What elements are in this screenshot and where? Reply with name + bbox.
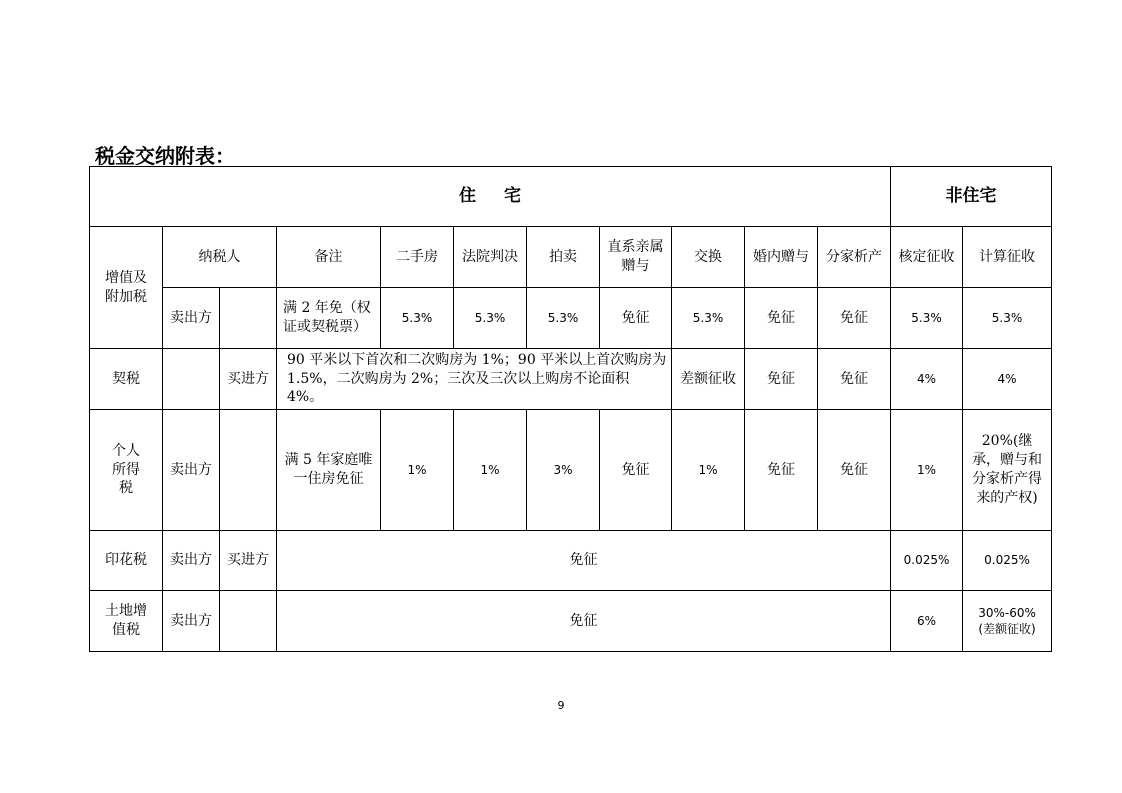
vat-marital-gift: 免征 bbox=[745, 288, 818, 349]
tax-name-income: 个人所得税 bbox=[90, 410, 163, 531]
stamp-calculated: 0.025% bbox=[963, 531, 1052, 591]
col-taxpayer: 纳税人 bbox=[163, 227, 277, 288]
col-marital-gift: 婚内赠与 bbox=[745, 227, 818, 288]
deed-exchange: 差额征收 bbox=[672, 349, 745, 410]
tax-name-land: 土地增值税 bbox=[90, 591, 163, 652]
vat-calculated: 5.3% bbox=[963, 288, 1052, 349]
deed-buyer: 买进方 bbox=[220, 349, 277, 410]
deed-assessed: 4% bbox=[891, 349, 963, 410]
col-auction: 拍卖 bbox=[527, 227, 600, 288]
land-seller: 卖出方 bbox=[163, 591, 220, 652]
land-buyer-empty bbox=[220, 591, 277, 652]
tax-name-vat: 增值及附加税 bbox=[90, 227, 163, 349]
col-relative-gift: 直系亲属赠与 bbox=[600, 227, 672, 288]
vat-seller: 卖出方 bbox=[163, 288, 220, 349]
non-residential-header: 非住宅 bbox=[891, 167, 1052, 227]
income-marital-gift: 免征 bbox=[745, 410, 818, 531]
income-relative-gift: 免征 bbox=[600, 410, 672, 531]
income-auction: 3% bbox=[527, 410, 600, 531]
page-number: 9 bbox=[557, 699, 565, 712]
vat-second-hand: 5.3% bbox=[381, 288, 454, 349]
stamp-buyer: 买进方 bbox=[220, 531, 277, 591]
tax-name-deed: 契税 bbox=[90, 349, 163, 410]
vat-note: 满 2 年免（权证或契税票） bbox=[277, 288, 381, 349]
col-division: 分家析产 bbox=[818, 227, 891, 288]
stamp-seller: 卖出方 bbox=[163, 531, 220, 591]
vat-buyer-empty bbox=[220, 288, 277, 349]
deed-seller-empty bbox=[163, 349, 220, 410]
income-court: 1% bbox=[454, 410, 527, 531]
vat-court: 5.3% bbox=[454, 288, 527, 349]
income-calculated: 20%(继承，赠与和分家析产得来的产权) bbox=[963, 410, 1052, 531]
col-court: 法院判决 bbox=[454, 227, 527, 288]
deed-note: 90 平米以下首次和二次购房为 1%；90 平米以上首次购房为 1.5%，二次购房为 2%；三次及三次以上购房不论面积 4%。 bbox=[277, 349, 672, 410]
income-note: 满 5 年家庭唯一住房免征 bbox=[277, 410, 381, 531]
vat-relative-gift: 免征 bbox=[600, 288, 672, 349]
col-exchange: 交换 bbox=[672, 227, 745, 288]
vat-auction: 5.3% bbox=[527, 288, 600, 349]
stamp-residential: 免征 bbox=[277, 531, 891, 591]
table-row bbox=[90, 227, 1052, 288]
table-row bbox=[90, 591, 1052, 652]
vat-division: 免征 bbox=[818, 288, 891, 349]
vat-assessed: 5.3% bbox=[891, 288, 963, 349]
land-assessed: 6% bbox=[891, 591, 963, 652]
tax-table bbox=[89, 166, 1052, 652]
deed-calculated: 4% bbox=[963, 349, 1052, 410]
income-exchange: 1% bbox=[672, 410, 745, 531]
col-note: 备注 bbox=[277, 227, 381, 288]
land-residential: 免征 bbox=[277, 591, 891, 652]
land-calculated: 30%-60%(差额征收) bbox=[963, 591, 1052, 652]
deed-marital-gift: 免征 bbox=[745, 349, 818, 410]
income-second-hand: 1% bbox=[381, 410, 454, 531]
table-row bbox=[90, 531, 1052, 591]
stamp-assessed: 0.025% bbox=[891, 531, 963, 591]
col-assessed: 核定征收 bbox=[891, 227, 963, 288]
tax-name-stamp: 印花税 bbox=[90, 531, 163, 591]
col-calculated: 计算征收 bbox=[963, 227, 1052, 288]
page-title: 税金交纳附表： bbox=[95, 144, 235, 168]
vat-exchange: 5.3% bbox=[672, 288, 745, 349]
income-seller: 卖出方 bbox=[163, 410, 220, 531]
income-buyer-empty bbox=[220, 410, 277, 531]
col-second-hand: 二手房 bbox=[381, 227, 454, 288]
deed-division: 免征 bbox=[818, 349, 891, 410]
table-row bbox=[90, 288, 1052, 349]
table-row bbox=[90, 349, 1052, 410]
table-row bbox=[90, 410, 1052, 531]
residential-header: 住宅 bbox=[90, 167, 891, 227]
income-division: 免征 bbox=[818, 410, 891, 531]
table-row bbox=[90, 167, 1052, 227]
income-assessed: 1% bbox=[891, 410, 963, 531]
